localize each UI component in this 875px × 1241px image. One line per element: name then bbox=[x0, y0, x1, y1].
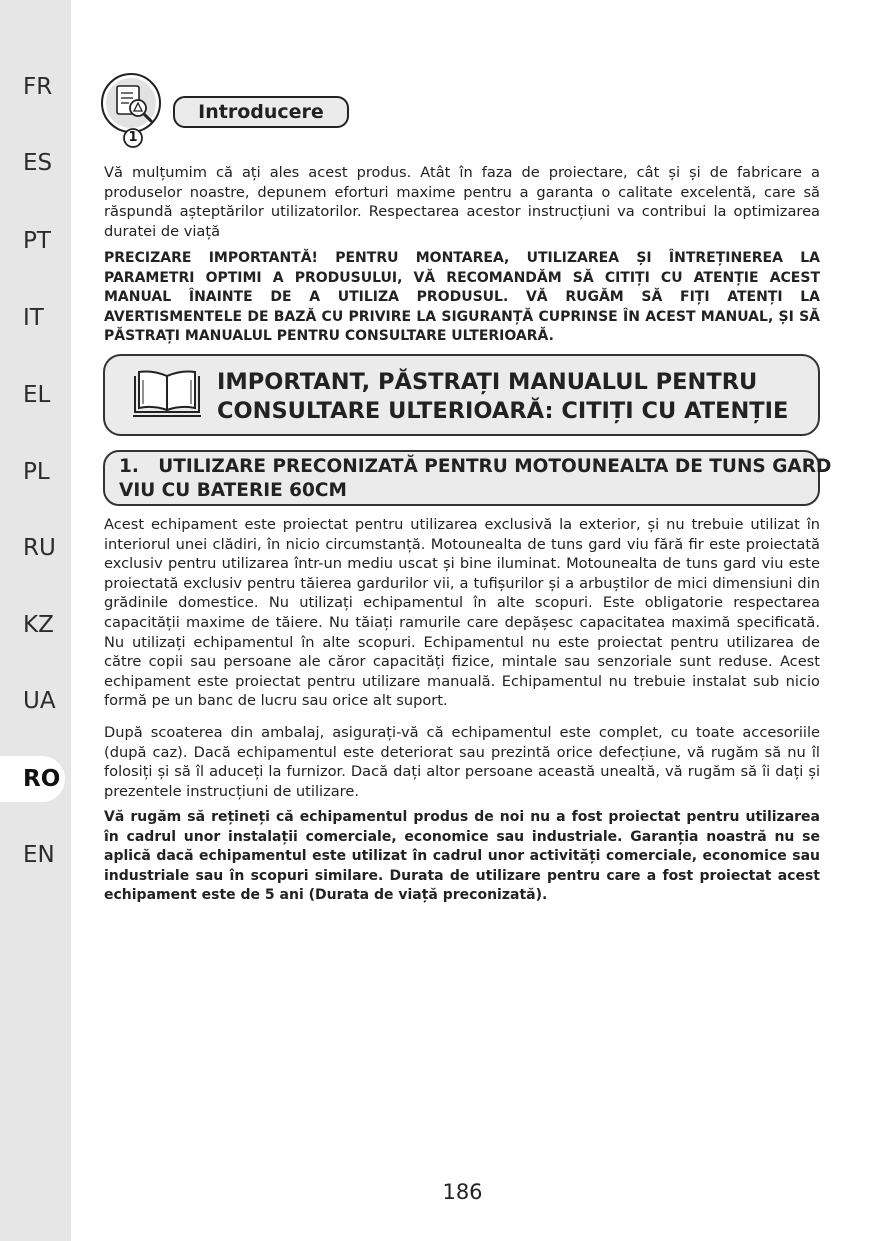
lang-tab-es[interactable]: ES bbox=[23, 150, 53, 176]
lang-tab-ro-active[interactable]: RO bbox=[0, 756, 65, 802]
section-heading-line2: VIU CU BATERIE 60CM bbox=[119, 480, 347, 501]
lang-tab-fr[interactable]: FR bbox=[23, 74, 53, 100]
lang-tab-pl[interactable]: PL bbox=[23, 459, 50, 485]
lang-tab-ru[interactable]: RU bbox=[23, 535, 56, 561]
warranty-paragraph: Vă rugăm să rețineți că echipamentul produs de noi nu a fost proiectat pentru utilizarea în cadrul unor instalații comerciale, economice sau industriale. Garanția noastră nu se aplică dacă echipamentul este utilizat în cadrul unor activități comerciale, economice sau industriale sau în scopuri similare. Durata de utilizare pentru care a fost proiectat acest echipament este de 5 ani (Durata de viață preconizată). bbox=[104, 809, 820, 903]
lang-tab-kz[interactable]: KZ bbox=[23, 612, 54, 638]
language-sidebar bbox=[0, 0, 71, 1241]
section-heading-box bbox=[103, 450, 832, 506]
important-callout-line1: IMPORTANT, PĂSTRAȚI MANUALUL PENTRU bbox=[217, 369, 758, 395]
lang-tab-pt[interactable]: PT bbox=[23, 228, 51, 254]
lang-tab-el[interactable]: EL bbox=[23, 382, 51, 408]
important-callout-line2: CONSULTARE ULTERIOARĂ: CITIȚI CU ATENȚIE bbox=[217, 398, 789, 424]
usage-paragraph: Acest echipament este proiectat pentru utilizarea exclusivă la exterior, și nu trebuie utilizat în interiorul unei clădiri, în nicio circumstanță. Motounealta de tuns gard viu fără fir este proiectată exclusiv pentru utilizarea într-un mediu uscat și bine iluminat. Motounealta de tuns gard viu este proiectată exclusiv pentru tăierea gardurilor vii, a tufișurilor și a arbuștilor de mici dimensiuni din grădinile domestice. Nu utilizați echipamentul în alte scopuri. Este obligatorie respectarea capacității maxime de tăiere. Nu tăiați ramurile care depășesc capacitatea maximă specificată. Nu utilizați echipamentul în alte scopuri. Echipamentul nu este proiectat pentru utilizarea de către copii sau persoane ale căror capacități fizice, mintale sau senzoriale sunt reduse. Acest echipament este proiectat pentru utilizare manuală. Echipamentul nu trebuie instalat sub nicio formă pe un banc de lucru sau orice alt suport. bbox=[104, 516, 820, 710]
important-callout bbox=[103, 354, 820, 436]
lang-tab-ua[interactable]: UA bbox=[23, 688, 56, 714]
lang-tab-en[interactable]: EN bbox=[23, 842, 55, 868]
document-magnifier-icon bbox=[100, 72, 162, 150]
thanks-paragraph: Vă mulțumim că ați ales acest produs. Atât în faza de proiectare, cât și și de fabricare a produselor noastre, depunem eforturi maxime pentru a garanta o calitate excelentă, care să răspundă așteptărilor utilizatorilor. Respectarea acestor instrucțiuni va contribui la optimizarea duratei de viață bbox=[104, 164, 820, 240]
intro-number-badge: 1 bbox=[128, 130, 138, 145]
page-number: 186 bbox=[442, 1180, 483, 1204]
important-note-paragraph: PRECIZARE IMPORTANTĂ! PENTRU MONTAREA, UTILIZAREA ȘI ÎNTREȚINEREA LA PARAMETRI OPTIMI A PRODUSULUI, VĂ RECOMANDĂM SĂ CITIȚI CU ATENȚIE ACEST MANUAL ÎNAINTE DE A UTILIZA PRODUSUL. VĂ RUGĂM SĂ FIȚI ATENȚI LA AVERTISMENTELE DE BAZĂ CU PRIVIRE LA SIGURANȚĂ CUPRINSE ÎN ACEST MANUAL, ȘI SĂ PĂSTRAȚI MANUALUL PENTRU CONSULTARE ULTERIOARĂ. bbox=[104, 250, 820, 344]
intro-heading: Introducere bbox=[173, 96, 349, 128]
open-book-icon bbox=[131, 368, 203, 420]
unpacking-paragraph: După scoaterea din ambalaj, asigurați-vă că echipamentul este complet, cu toate accesoriile (după caz). Dacă echipamentul este deteriorat sau prezintă orice defecțiune, vă rugăm să nu îl folosiți și să îl aduceți la furnizor. Dacă dați altor persoane această unealtă, vă rugăm să îi dați și prezentele instrucțiuni de utilizare. bbox=[104, 724, 820, 800]
section-heading-line1: 1. UTILIZARE PRECONIZATĂ PENTRU MOTOUNEALTA DE TUNS GARD bbox=[119, 456, 832, 477]
lang-tab-it[interactable]: IT bbox=[23, 305, 44, 331]
